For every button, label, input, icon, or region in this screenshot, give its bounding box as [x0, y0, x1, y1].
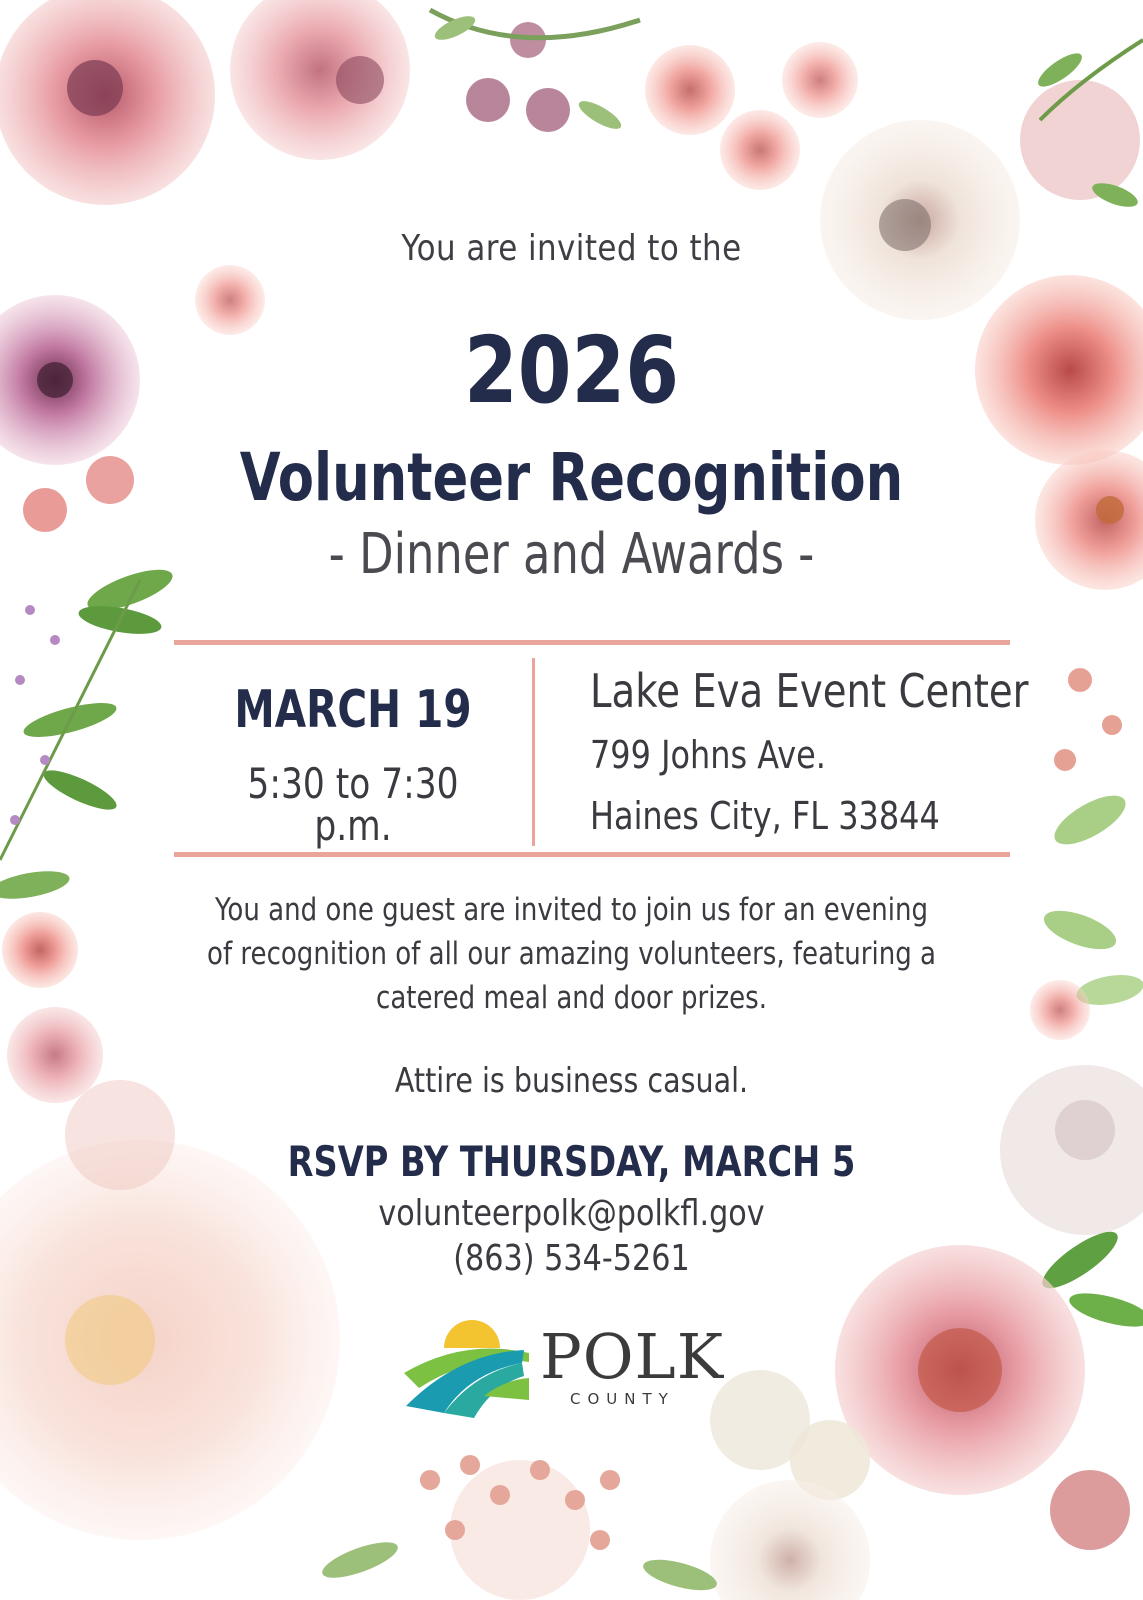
body-line: of recognition of all our amazing volunteers, featuring a [207, 936, 936, 972]
logo-subtitle: COUNTY [570, 1390, 675, 1408]
event-subtitle: - Dinner and Awards - [328, 522, 815, 587]
rsvp-phone[interactable]: (863) 534-5261 [453, 1238, 690, 1279]
venue-address-line2: Haines City, FL 33844 [590, 794, 940, 838]
rsvp-email[interactable]: volunteerpolk@polkfl.gov [378, 1193, 765, 1234]
event-date: MARCH 19 [234, 680, 472, 740]
body-line: catered meal and door prizes. [376, 980, 767, 1016]
rsvp-deadline: RSVP BY THURSDAY, MARCH 5 [287, 1137, 856, 1186]
event-title: Volunteer Recognition [239, 439, 904, 516]
invitation-intro: You are invited to the [401, 228, 742, 269]
logo-wordmark: POLK [540, 1320, 725, 1393]
bottom-divider [174, 852, 1010, 857]
venue-address-line1: 799 Johns Ave. [590, 733, 826, 777]
venue-name: Lake Eva Event Center [590, 664, 1029, 718]
attire-note: Attire is business casual. [394, 1061, 749, 1101]
body-line: You and one guest are invited to join us for an evening [214, 892, 929, 928]
top-divider [174, 640, 1010, 645]
event-time: 5:30 to 7:30 p.m. [247, 759, 459, 850]
invitation-body [0, 888, 1143, 1020]
vertical-divider [532, 658, 535, 846]
event-year: 2026 [463, 317, 680, 424]
